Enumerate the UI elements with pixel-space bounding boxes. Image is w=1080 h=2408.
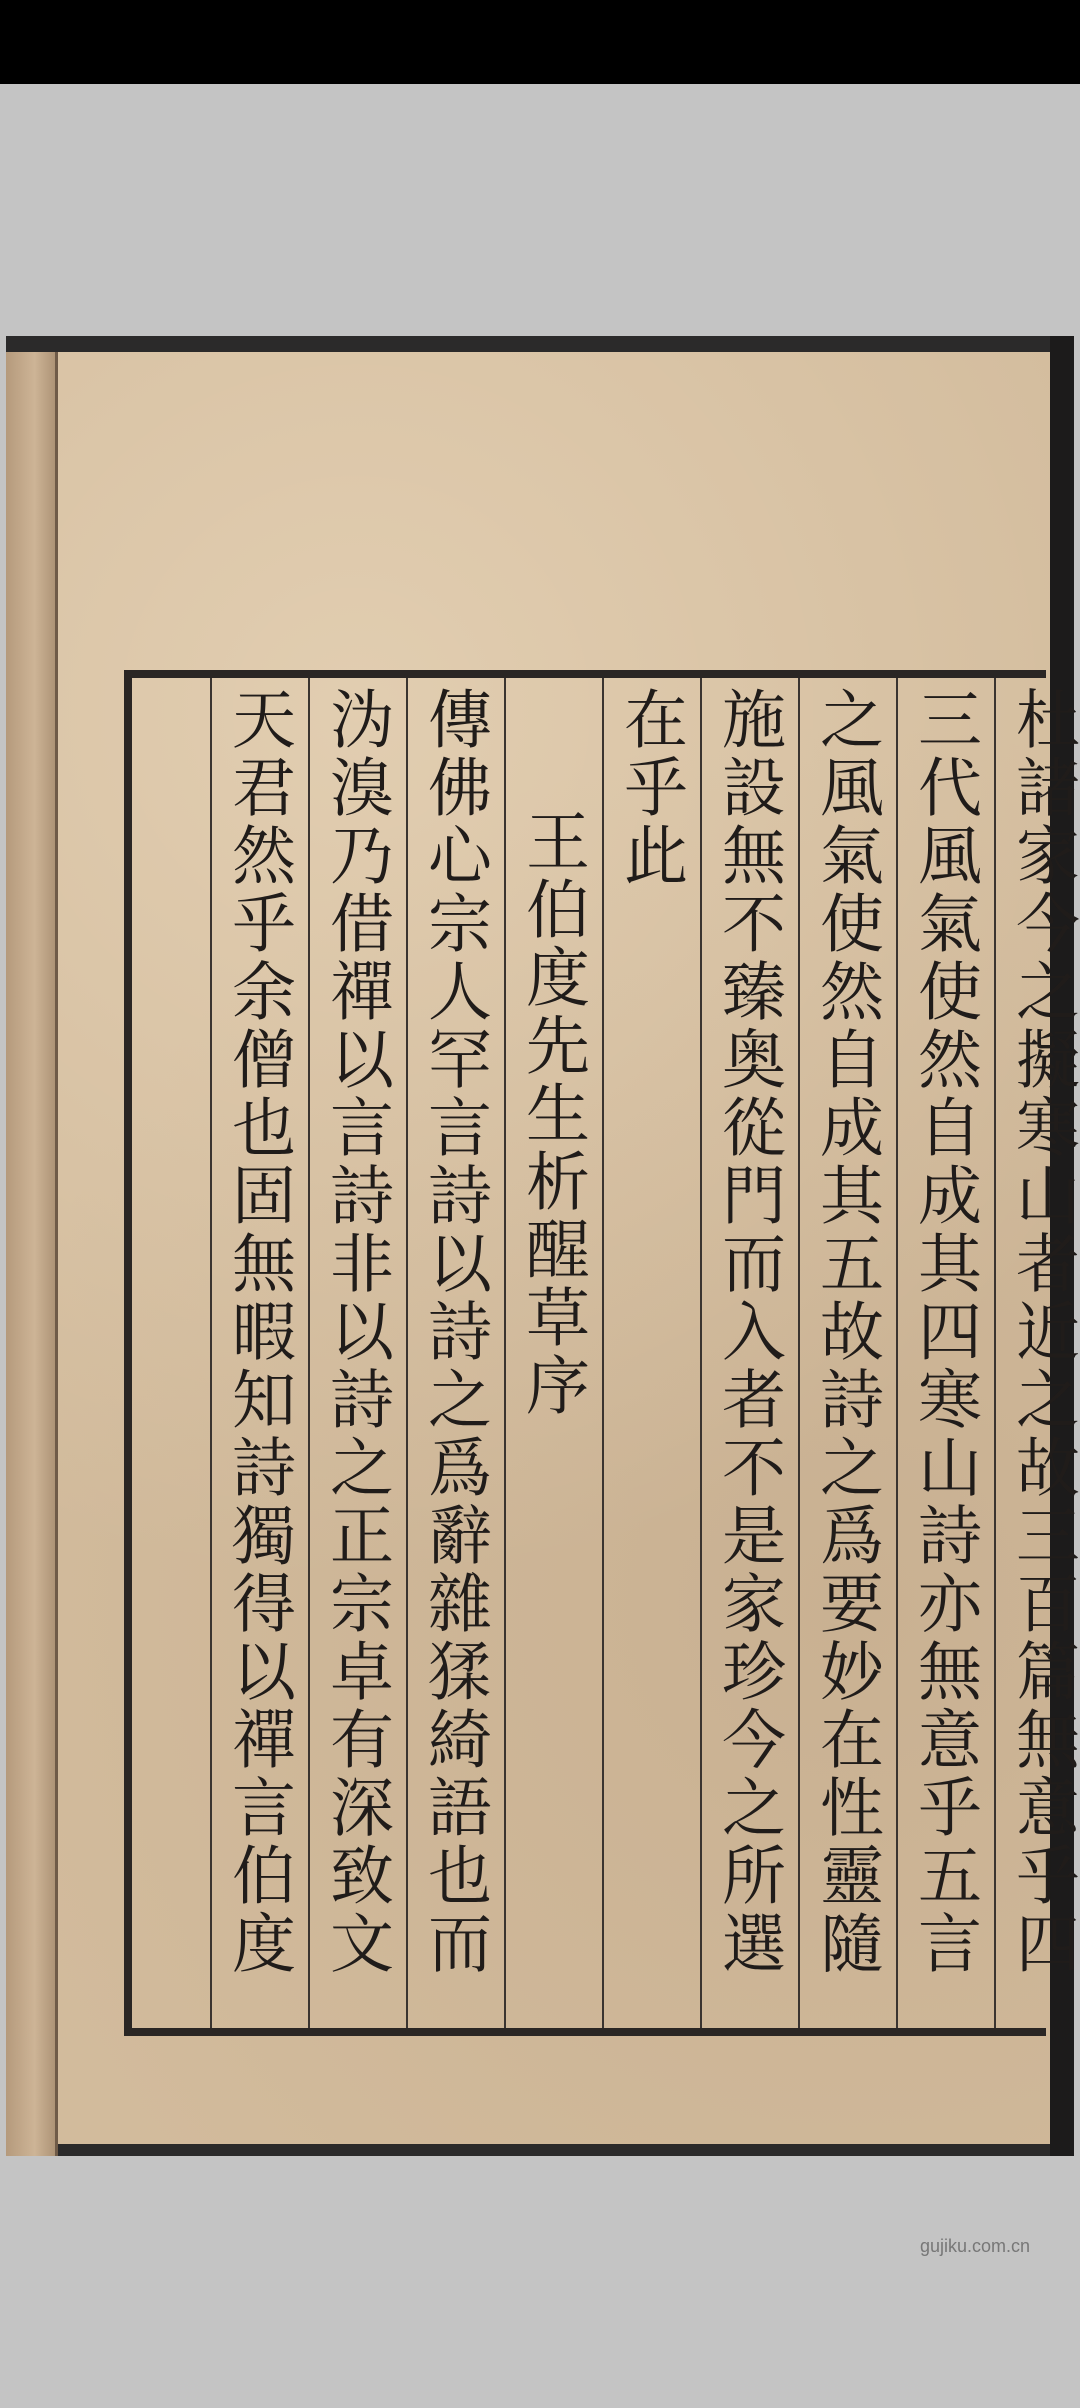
text-column-9: 天君然乎余僧也固無暇知詩獨得以禪言伯度 xyxy=(221,686,295,1978)
text-frame xyxy=(124,670,1079,2036)
text-column-1: 杜諸家今之擬寒山者近之故三百篇無意乎四 xyxy=(1005,686,1079,1978)
text-column-5: 在乎此 xyxy=(613,686,687,890)
text-column-4: 施設無不臻奥從門而入者不是家珍今之所選 xyxy=(711,686,785,1978)
left-page-edge xyxy=(6,352,58,2156)
text-column-3: 之風氣使然自成其五故詩之爲要妙在性靈隨 xyxy=(809,686,883,1978)
preface-title: 王伯度先生析醒草序 xyxy=(515,808,589,1420)
site-watermark: gujiku.com.cn xyxy=(919,2236,1030,2256)
text-column-8: 沩溴乃借禪以言詩非以詩之正宗卓有深致文 xyxy=(319,686,393,1978)
text-column-2: 三代風氣使然自成其四寒山詩亦無意乎五言 xyxy=(907,686,981,1978)
status-bar xyxy=(0,0,1080,84)
text-column-7: 傳佛心宗人罕言詩以詩之爲辭雜猱綺語也而 xyxy=(417,686,491,1978)
